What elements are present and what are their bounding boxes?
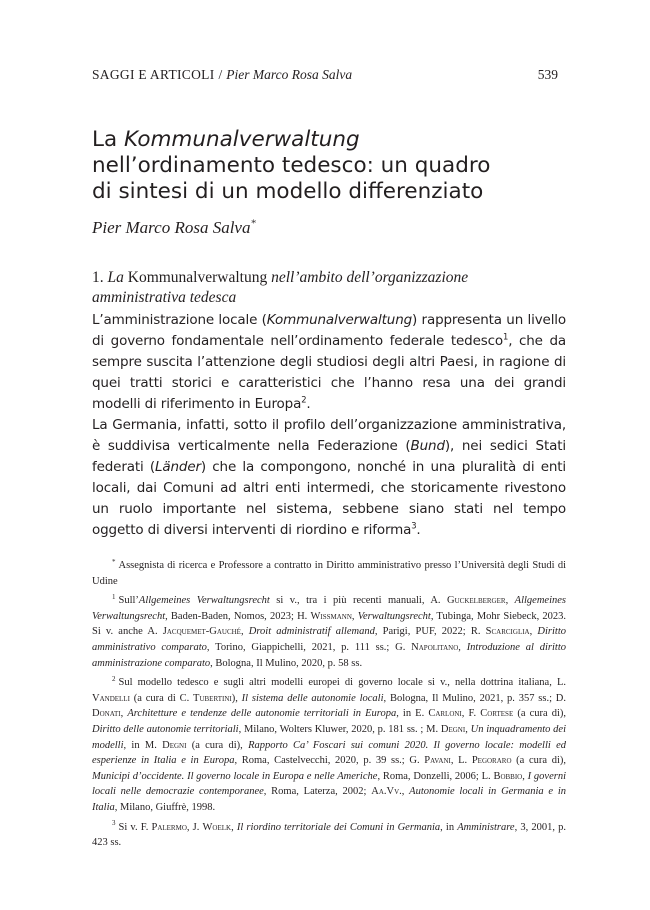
- fn-text: , in M.: [123, 739, 163, 751]
- fn-author: Bobbio: [493, 770, 523, 782]
- fn-text: , in: [440, 821, 458, 833]
- fn-text: , Bologna, Il Mulino, 2020, p. 58 ss.: [210, 657, 363, 669]
- header-separator: /: [218, 67, 223, 82]
- fn-text: ,: [522, 770, 528, 782]
- fn-text: ,: [529, 626, 538, 638]
- fn-text: , J.: [186, 821, 203, 833]
- fn-text: ,: [465, 723, 471, 735]
- fn-text: , Parigi, PUF, 2022; R.: [374, 626, 486, 638]
- footnote-text: Assegnista di ricerca e Professore a contratto in Diritto amministrativo presso l’Università degli Studi di Udine: [92, 560, 566, 587]
- fn-author: Degni: [440, 723, 466, 735]
- fn-title: Amministrare: [457, 821, 515, 833]
- text-run: L’amministrazione locale (: [92, 312, 267, 328]
- footnote-1: [92, 593, 566, 671]
- footnote-mark: *: [112, 557, 116, 566]
- footnote-ref-1[interactable]: 1: [503, 331, 509, 342]
- fn-text: ,: [120, 708, 128, 720]
- fn-text: ),: [231, 692, 242, 704]
- fn-title: Rapporto Ca’ Foscari sui comuni 2020. Il governo locale: modelli ed esperienze in Italia e in Europa: [92, 739, 566, 767]
- title-line-3: di sintesi di un modello differenziato: [92, 179, 484, 204]
- section-heading-rest: nell’ambito dell’organizzazione amministrativa tedesca: [92, 269, 469, 306]
- fn-text: , Roma, Castelvecchi, 2020, p. 39 ss.; G.: [234, 755, 425, 767]
- fn-text: , Baden-Baden, Nomos, 2023; H.: [165, 610, 311, 622]
- fn-text: (a cura di),: [511, 755, 567, 767]
- running-header: [92, 67, 558, 83]
- fn-text: ,: [401, 786, 410, 798]
- fn-text: (a cura di),: [513, 708, 567, 720]
- fn-author: Palermo: [151, 821, 187, 833]
- fn-text: ,: [351, 610, 358, 622]
- text-run: ), nei sedici Stati federati (: [92, 438, 566, 475]
- fn-text: Si v. F.: [118, 821, 152, 833]
- body-paragraph-2: [92, 415, 566, 541]
- fn-author: Tubertini: [193, 692, 232, 704]
- fn-author: Jacquemet-Gauché: [162, 626, 241, 638]
- fn-text: ,: [240, 626, 249, 638]
- footnote-mark: 3: [112, 819, 116, 827]
- byline-author: Pier Marco Rosa Salva: [92, 218, 251, 237]
- fn-title: Architetture e tendenze delle autonomie territoriali in Europa: [127, 708, 397, 720]
- section-heading-term: Kommunalverwaltung: [123, 269, 272, 286]
- fn-text: (a cura di),: [186, 739, 249, 751]
- fn-text: , 3, 2001, p. 423 ss.: [92, 821, 567, 849]
- footnote-mark: 1: [112, 592, 116, 601]
- fn-author: Pavani: [424, 755, 451, 767]
- fn-text: , Milano, Wolters Kluwer, 2020, p. 181 ss. ; M.: [238, 723, 441, 735]
- body-paragraph-1: [92, 310, 566, 415]
- section-number: 1.: [92, 269, 108, 286]
- text-run-italic: Länder: [155, 459, 201, 475]
- fn-text: Sul modello tedesco e sugli altri modelli europei di governo locale si v., nella dottrina italiana, L.: [118, 677, 566, 689]
- page-number: 539: [537, 67, 558, 82]
- fn-author: Scarciglia: [485, 626, 530, 638]
- fn-text: ,: [231, 821, 237, 833]
- fn-title: Introduzione al diritto amministrazione comparato: [92, 641, 566, 669]
- footnote-ref-3[interactable]: 3: [411, 520, 417, 531]
- article-byline: [92, 218, 256, 238]
- footnote-author-affiliation: [92, 558, 566, 589]
- fn-text: , Milano, Giuffrè, 1998.: [114, 801, 216, 813]
- fn-title: Il riordino territoriale dei Comuni in Germania: [236, 821, 441, 833]
- fn-text: , Bologna, Il Mulino, 2021, p. 357 ss.; D.: [383, 692, 567, 704]
- text-run: .: [416, 522, 421, 538]
- article-title: [92, 127, 562, 205]
- fn-author: Pegoraro: [471, 755, 512, 767]
- text-run: ) rappresenta un livello di governo fondamentale nell’ordinamento federale tedesco: [92, 312, 566, 349]
- fn-author: Degni: [162, 739, 187, 751]
- header-author: Pier Marco Rosa Salva: [226, 67, 353, 82]
- running-header-left: [92, 67, 352, 83]
- fn-title: Municipi d’occidente. Il governo locale in Europa e nelle Americhe: [92, 770, 378, 782]
- fn-author: Woelk: [202, 821, 232, 833]
- footnotes: [92, 558, 566, 855]
- fn-title: Verwaltungsrecht: [357, 610, 431, 622]
- text-run: , che da sempre suscita l’attenzione degli studiosi degli altri Paesi, in ragione di quei tratti storici e caratteristici che l’hanno resa una dei grandi modelli di riferimento in Europa: [92, 333, 567, 412]
- section-heading: [92, 268, 562, 308]
- fn-author: Carloni: [428, 708, 462, 720]
- fn-text: , L.: [450, 755, 472, 767]
- fn-author: Guckelberger: [447, 595, 506, 607]
- fn-title: Autonomie locali in Germania e in Italia: [92, 786, 567, 813]
- fn-title: Droit administratif allemand: [248, 626, 375, 638]
- byline-footnote-mark: *: [250, 218, 256, 230]
- fn-text: , Roma, Laterza, 2002;: [263, 786, 372, 798]
- fn-title: Un inquadramento dei modelli: [92, 723, 567, 751]
- fn-text: si v., tra i più recenti manuali, A.: [269, 595, 448, 607]
- text-run-italic: Kommunalverwaltung: [266, 312, 413, 328]
- fn-author: Cortese: [480, 708, 514, 720]
- fn-title: Diritto amministrativo comparato: [92, 626, 567, 653]
- section-heading-la: La: [107, 269, 124, 286]
- footnote-3: [92, 820, 566, 851]
- text-run: .: [306, 396, 311, 412]
- fn-text: , Roma, Donzelli, 2006; L.: [377, 770, 494, 782]
- footnote-mark: 2: [112, 674, 116, 683]
- footnote-2: [92, 675, 566, 815]
- text-run: ) che la compongono, nonché in una pluralità di enti locali, dai Comuni ad altri enti intermedi, che storicamente rivestono un ruolo importante nel sistema, sebbene siano stati nel tempo oggetto di diversi interventi di riordino e riforma: [92, 459, 567, 538]
- fn-author: Napolitano: [411, 641, 459, 653]
- title-line-2: nell’ordinamento tedesco: un quadro: [92, 153, 491, 178]
- title-italic-term: Kommunalverwaltung: [124, 127, 360, 152]
- fn-text: ,: [458, 641, 467, 653]
- fn-title: Il sistema delle autonomie locali: [241, 692, 384, 704]
- fn-title: I governi locali nelle democrazie contemporanee: [92, 770, 567, 798]
- text-run: La Germania, infatti, sotto il profilo dell’organizzazione amministrativa, è suddivisa verticalmente nella Federazione (: [92, 417, 566, 454]
- footnote-ref-2[interactable]: 2: [301, 394, 307, 405]
- fn-author: Wissmann: [310, 610, 352, 622]
- title-prefix: La: [92, 127, 124, 152]
- fn-text: , Torino, Giappichelli, 2021, p. 111 ss.; G.: [206, 641, 412, 653]
- fn-text: Sull’: [118, 595, 139, 607]
- fn-author: Aa.Vv.: [371, 786, 402, 798]
- fn-author: Vandelli: [92, 692, 130, 704]
- fn-text: , Tubinga, Mohr Siebeck, 2023. Si v. anche A.: [92, 610, 567, 638]
- fn-author: Donati: [92, 708, 121, 720]
- fn-text: , in E.: [396, 708, 429, 720]
- fn-text: (a cura di C.: [129, 692, 194, 704]
- fn-title: Allgemeines Verwaltungsrecht: [138, 595, 270, 607]
- journal-section-label: SAGGI E ARTICOLI: [92, 67, 215, 82]
- fn-title: Allgemeines Verwaltungsrecht: [92, 595, 566, 622]
- fn-text: , F.: [461, 708, 481, 720]
- fn-text: ,: [505, 595, 515, 607]
- text-run-italic: Bund: [410, 438, 445, 454]
- article-body: [92, 310, 566, 541]
- fn-title: Diritto delle autonomie territoriali: [92, 723, 239, 735]
